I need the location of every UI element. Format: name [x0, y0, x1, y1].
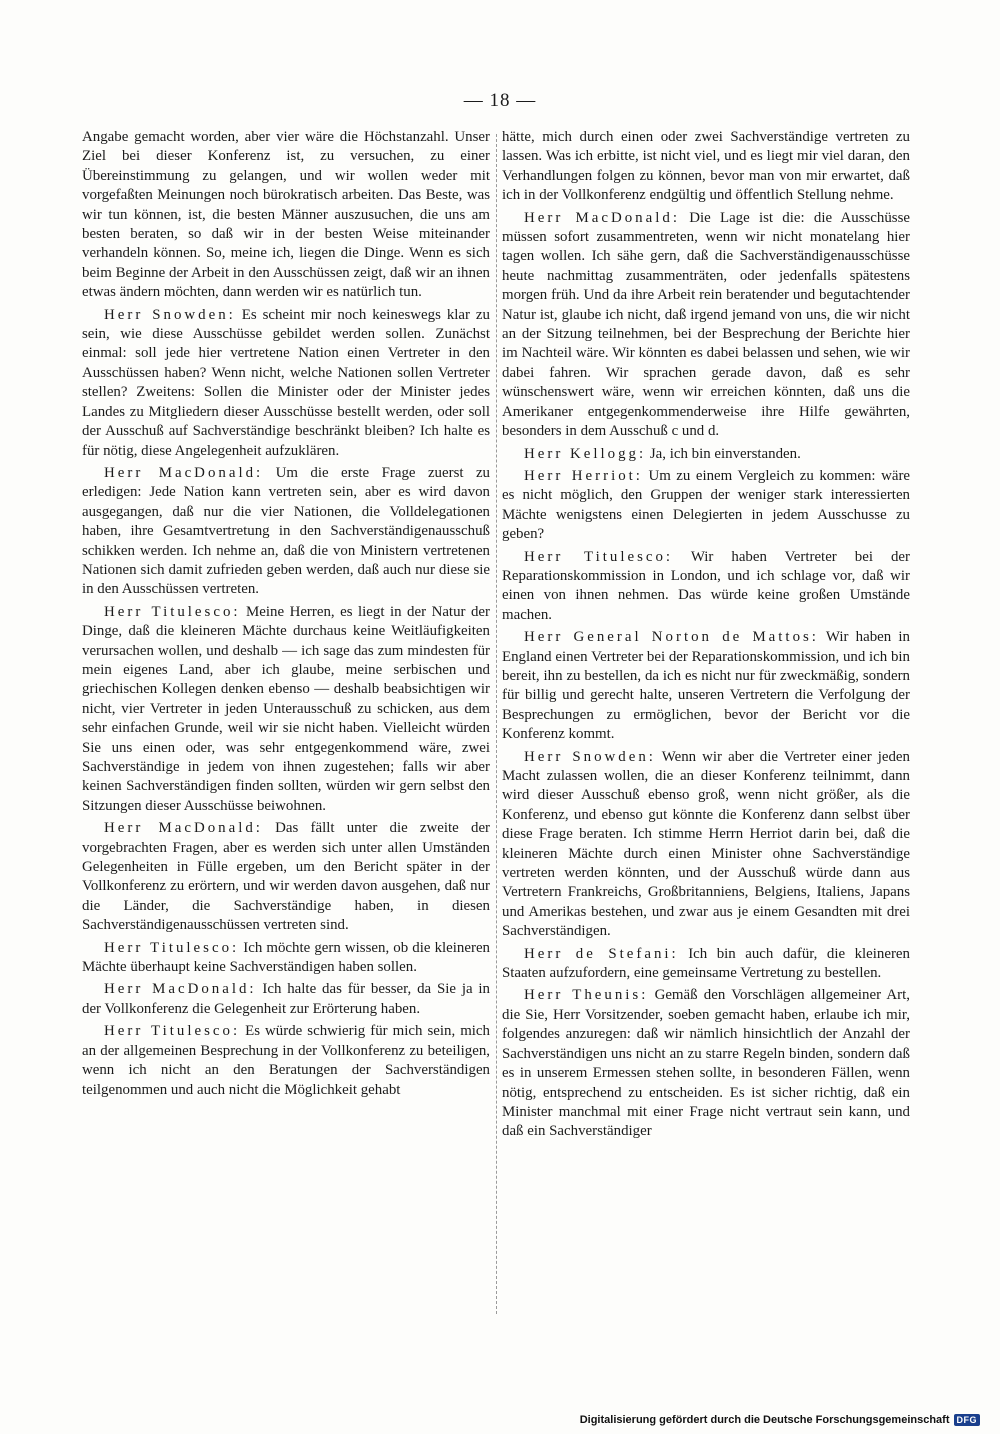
- paragraph: [82, 128, 490, 303]
- footer-credit: [580, 1414, 980, 1426]
- paragraph-text: Es würde schwierig für mich sein, mich an der allgemeinen Besprechung in der Vollkonferenz zu beteiligen, wenn ich nicht an den Beratungen der Sachverständigen teilgenommen und auch nicht die Möglichkeit gehabt: [82, 1023, 490, 1098]
- speaker-name: Herr General Norton de Mattos:: [524, 629, 819, 646]
- paragraph-text: Um die erste Frage zuerst zu erledigen: Jede Nation kann vertreten sein, aber es wird davon ausgegangen, daß nur die vier Nationen, die Volldelegationen haben, ihre Gesamtvertretung in den Sachverständigenausschuß schikken werden. Ich nehme an, daß die von Ministern vertretenen Nationen sich damit zufrieden geben werden, daß auch nur diese sie in den Ausschüssen vertreten.: [82, 464, 491, 598]
- paragraph-text: hätte, mich durch einen oder zwei Sachverständige vertreten zu lassen. Was ich erbitte, ist nicht viel, und es liegt mir viel daran, den Verhandlungen folgen zu können, bevor man von mir erwartet, daß ich in der Vollkonferenz endgültig und öffentlich Stellung nehme.: [502, 129, 910, 204]
- paragraph: [502, 548, 910, 626]
- paragraph: [82, 306, 490, 461]
- paragraph-text: Ich bin auch dafür, die kleineren Staaten aufzufordern, eine gemeinsame Vertretung zu bestellen.: [502, 945, 910, 982]
- paragraph-text: Meine Herren, es liegt in der Natur der Dinge, daß die kleineren Mächte durchaus keine Weitläufigkeiten verursachen wollen, und deshalb — ich sage das zum mindesten für mein eigenes Land, aber ich glaube, meine serbischen und griechischen Kollegen denken ebenso — deshalb beabsichtigen wir nicht, vier Vertreter in jeden Unterausschuß zu schicken, aus dem sehr einfachen Grunde, weil wir sie nicht haben. Vielleicht würden Sie uns einen oder, was sehr entgegenkommend wäre, zwei Sachverständige in jedem von ihnen zugestehen; falls wir aber keinen Sachverständigen finden sollten, würden wir gern selbst den Sitzungen dieser Ausschüsse beiwohnen.: [82, 603, 490, 814]
- paragraph: [502, 986, 910, 1141]
- speaker-name: Herr Kellogg:: [524, 445, 647, 462]
- right-column: [502, 128, 910, 1145]
- paragraph: [82, 1022, 490, 1100]
- paragraph-text: Wenn wir aber die Vertreter einer jeden Macht zulassen wollen, die an dieser Konferenz teilnimmt, dann wird dieser Ausschuß ebenso groß, wenn nicht größer, als die Konferenz, und ebenso gut könnte die Konferenz dann selbst über diese Frage beraten. Ich stimme Herrn Herriot darin bei, daß die kleineren Mächte durch einen Minister ohne Sachverständige vertreten werden könnten, und der Ausschuß würde dann aus Vertretern Frankreichs, Großbritanniens, Belgiens, Italiens, Japans und Amerikas bestehen, und zwar aus je einem Gesandten mit drei Sachverständigen.: [502, 748, 910, 940]
- speaker-name: Herr Snowden:: [524, 748, 656, 765]
- paragraph: [502, 628, 910, 744]
- paragraph-text: Angabe gemacht worden, aber vier wäre die Höchstanzahl. Unser Ziel bei dieser Konferenz ist, zu versuchen, zu einer Übereinstimmung zu gelangen, und wir wollen weder mit vorgefaßten Meinungen noch bürokratisch arbeiten. Das Beste, was wir tun können, ist, die besten Männer auszusuchen, die uns am besten beraten, so daß wir in der besten Weise miteinander verhandeln können. So, meine ich, liegen die Dinge. Wenn es sich beim Beginne der Arbeit in den Ausschüssen zeigt, daß wir an ihnen etwas ändern möchten, dann werden wir es natürlich tun.: [82, 129, 490, 301]
- paragraph: [82, 464, 490, 600]
- column-divider: [496, 134, 497, 1314]
- speaker-name: Herr Theunis:: [524, 987, 649, 1004]
- paragraph-text: Ich halte das für besser, da Sie ja in der Vollkonferenz die Gelegenheit zur Erörterung haben.: [82, 981, 490, 1017]
- speaker-name: Herr de Stefani:: [524, 945, 679, 962]
- paragraph-text: Ich möchte gern wissen, ob die kleineren Mächte überhaupt keine Sachverständigen haben sollen.: [82, 939, 490, 976]
- speaker-name: Herr MacDonald:: [524, 209, 680, 226]
- paragraph: [82, 980, 490, 1019]
- speaker-name: Herr Herriot:: [524, 467, 643, 484]
- paragraph-text: Um zu einem Vergleich zu kommen: wäre es nicht möglich, den Gruppen der weniger stark interessierten Mächte wenigstens einen Delegierten in jedem Ausschusse zu geben?: [502, 467, 911, 543]
- paragraph-text: Es scheint mir noch keineswegs klar zu sein, wie diese Ausschüsse gebildet werden sollen. Zunächst einmal: soll jede hier vertretene Nation einen Vertreter in den Ausschüssen haben? Wenn nicht, welche Nationen sollen Vertreter stellen? Zweitens: Sollen die Minister oder der Minister jedes Landes zu Mitgliedern dieser Ausschüsse bestellt werden, oder soll der Ausschuß auf Sachverständige beschränkt bleiben? Ich halte es für nötig, diese Angelegenheit aufzuklären.: [82, 306, 490, 459]
- speaker-name: Herr Titulesco:: [524, 548, 674, 565]
- speaker-name: Herr MacDonald:: [104, 820, 263, 837]
- paragraph: [502, 467, 910, 545]
- dfg-logo: DFG: [954, 1414, 981, 1426]
- paragraph-text: Ja, ich bin einverstanden.: [649, 445, 801, 462]
- text-columns: [82, 128, 911, 1320]
- paragraph: [502, 748, 910, 942]
- footer-text: Digitalisierung gefördert durch die Deutsche Forschungsgemeinschaft: [579, 1414, 950, 1426]
- speaker-name: Herr Titulesco:: [104, 1023, 241, 1040]
- paragraph: [82, 819, 490, 935]
- paragraph-text: Gemäß den Vorschlägen allgemeiner Art, die Sie, Herr Vorsitzender, soeben gemacht haben, erlaube ich mir, folgendes anzuregen: daß wir nämlich hinsichtlich der Anzahl der Sachverständigen uns nicht an zu starre Regeln binden, sondern daß es in unserem Ermessen stehen sollte, in besonderen Fällen, wenn nötig, entsprechend zu entscheiden. Es ist sicher richtig, daß ein Minister manchmal mit einer Frage nicht vertraut sein kann, und daß ein Sachverständiger: [502, 987, 911, 1140]
- speaker-name: Herr Titulesco:: [104, 939, 240, 956]
- speaker-name: Herr Titulesco:: [104, 603, 241, 620]
- paragraph: [502, 945, 910, 984]
- paragraph-text: Die Lage ist die: die Ausschüsse müssen sofort zusammentreten, wenn wir nicht monatelang hier tagen wollen. Ich sähe gern, daß die Sachverständigenausschüsse heute nachmittag zusammenträten, oder jedenfalls spätestens morgen früh. Und da ihre Arbeit rein beratender und begutachtender Natur ist, glaube ich nicht, daß irgend jemand von uns, die wir nicht an der Sitzung teilnehmen, bei der Besprechung der Berichte hier im Nachteil wäre. Wir könnten es dabei belassen und sehen, wie wir dabei fahren. Wir sprachen gerade davon, daß es sehr wünschenswert wäre, wenn wir erreichen könnten, daß uns die Amerikaner entgegenkommenderweise ihre Hilfe gewährten, besonders in dem Ausschuß c und d.: [502, 209, 910, 440]
- paragraph: [82, 939, 490, 978]
- paragraph: [502, 445, 910, 464]
- paragraph-text: Wir haben in England einen Vertreter bei der Reparationskommission, und ich bin bereit, ihn zu bestellen, da ich es nicht nur für zweckmäßig, sondern für billig und gerecht halte, unseren Vertretern die Verfolgung der Besprechungen zu ermöglichen, bevor der Bericht vor die Konferenz kommt.: [502, 629, 910, 743]
- paragraph: [502, 128, 910, 206]
- paragraph-text: Das fällt unter die zweite der vorgebrachten Fragen, aber es werden sich unter allen Umständen Gelegenheiten in Fülle ergeben, um den Bericht später in der Vollkonferenz zu erörtern, und wir werden davon ausgehen, daß nur die Länder, die Sachverständige haben, in diesen Sachverständigenausschüssen vertreten sind.: [82, 820, 491, 934]
- speaker-name: Herr MacDonald:: [104, 464, 264, 481]
- page-number: — 18 —: [463, 90, 537, 111]
- paragraph: [502, 209, 910, 442]
- left-column: [82, 128, 490, 1103]
- paragraph: [82, 603, 490, 816]
- speaker-name: Herr Snowden:: [104, 306, 236, 323]
- speaker-name: Herr MacDonald:: [104, 981, 257, 998]
- paragraph-text: Wir haben Vertreter bei der Reparationskommission in London, und ich schlage vor, daß wir einen von ihnen nehmen. Das würde keine großen Umstände machen.: [502, 548, 910, 623]
